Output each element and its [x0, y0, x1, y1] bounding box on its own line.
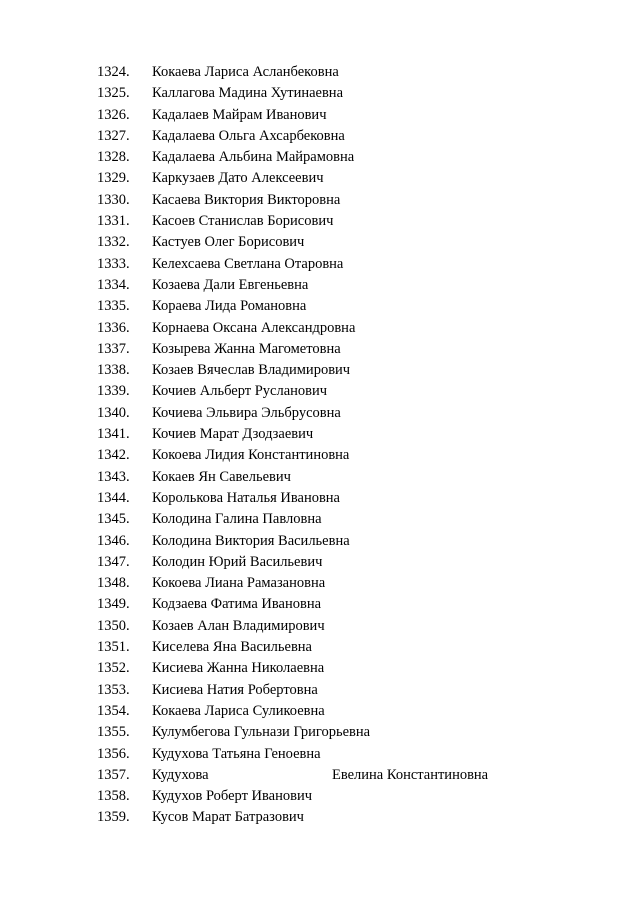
- entry-number: 1326.: [97, 106, 130, 123]
- entry-name: [152, 126, 345, 147]
- entry-number: 1356.: [97, 745, 130, 762]
- entry-name-text: Кадалаева Альбина Майрамовна: [152, 149, 355, 166]
- entry-number: 1329.: [97, 170, 130, 187]
- entry-number: 1357.: [97, 766, 130, 783]
- entry-name: [152, 381, 327, 402]
- entry-name-text: Каллагова Мадина Хутинаевна: [152, 85, 344, 102]
- entry-name: [152, 445, 349, 466]
- entry-number: 1355.: [97, 724, 130, 741]
- entry-name-text: Кулумбегова Гульнази Григорьевна: [152, 724, 371, 741]
- entry-name: [152, 147, 354, 168]
- entry-name-text: Кочиева Эльвира Эльбрусовна: [152, 404, 341, 421]
- entry-name: [152, 168, 324, 189]
- entry-name-text: Кастуев Олег Борисович: [152, 234, 305, 251]
- entry-number: 1345.: [97, 511, 130, 528]
- entry-name-tail: Евелина Константиновна: [332, 766, 489, 783]
- entry-name: [152, 232, 304, 253]
- entry-name-text: Каркузаев Дато Алексеевич: [152, 170, 324, 187]
- entry-name-text: Козаева Дали Евгеньевна: [152, 276, 309, 293]
- entry-name: [152, 424, 313, 445]
- entry-name-text: Козаев Вячеслав Владимирович: [152, 362, 351, 379]
- entry-number: 1352.: [97, 660, 130, 677]
- entry-number: 1342.: [97, 447, 130, 464]
- entry-number: 1330.: [97, 191, 130, 208]
- entry-name: [152, 275, 308, 296]
- entry-name: [152, 254, 343, 275]
- entry-name-text: Кокаев Ян Савельевич: [152, 468, 291, 485]
- entry-name-text: Колодина Галина Павловна: [152, 511, 322, 528]
- entry-name-text: Кораева Лида Романовна: [152, 298, 307, 315]
- entry-number: 1346.: [97, 532, 130, 549]
- entry-name: [152, 296, 306, 317]
- entry-number: 1347.: [97, 553, 130, 570]
- entry-number: 1332.: [97, 234, 130, 251]
- entry-number: 1343.: [97, 468, 130, 485]
- entry-name-text: Киселева Яна Васильевна: [152, 639, 312, 656]
- entry-name-text: Кудухова Татьяна Геноевна: [152, 745, 321, 762]
- entry-number: 1344.: [97, 489, 130, 506]
- entry-name: [152, 488, 340, 509]
- entry-name-text: Кочиев Альберт Русланович: [152, 383, 328, 400]
- entry-name: [152, 360, 350, 381]
- entry-name-text: Корнаева Оксана Александровна: [152, 319, 356, 336]
- entry-name-text: Королькова Наталья Ивановна: [152, 489, 340, 506]
- entry-number: 1333.: [97, 255, 130, 272]
- entry-number: 1348.: [97, 575, 130, 592]
- entry-number: 1359.: [97, 809, 130, 826]
- entry-name: [152, 83, 343, 104]
- entry-number: 1351.: [97, 639, 130, 656]
- entry-name: [152, 744, 321, 765]
- entry-name-text: Кисиева Жанна Николаевна: [152, 660, 325, 677]
- entry-name: [152, 807, 304, 828]
- entry-number: 1328.: [97, 149, 130, 166]
- entry-number: 1341.: [97, 426, 130, 443]
- entry-name-text: Кисиева Натия Робертовна: [152, 681, 318, 698]
- entry-number: 1339.: [97, 383, 130, 400]
- entry-number: 1338.: [97, 362, 130, 379]
- entry-name-text: Кудухов Роберт Иванович: [152, 788, 313, 805]
- entry-name-text: Кодзаева Фатима Ивановна: [152, 596, 322, 613]
- entry-name-text: Козаев Алан Владимирович: [152, 617, 325, 634]
- entry-number: 1334.: [97, 276, 130, 293]
- entry-name-text: Кусов Марат Батразович: [152, 809, 304, 826]
- entry-number: 1324.: [97, 64, 130, 80]
- entry-name: [152, 765, 489, 786]
- entry-number: 1354.: [97, 702, 130, 719]
- entry-name: [152, 318, 355, 339]
- entry-name: [152, 105, 326, 126]
- entry-name: [152, 467, 291, 488]
- entry-number: 1340.: [97, 404, 130, 421]
- entry-number: 1349.: [97, 596, 130, 613]
- entry-name: [152, 339, 341, 360]
- entry-name-text: Касаева Виктория Викторовна: [152, 191, 341, 208]
- entry-number: 1331.: [97, 213, 130, 230]
- entry-name: [152, 786, 312, 807]
- entry-number: 1353.: [97, 681, 130, 698]
- entry-name-text: Кокоева Лиана Рамазановна: [152, 575, 326, 592]
- entry-name: [152, 616, 325, 637]
- entry-name: [152, 573, 325, 594]
- entry-name: [152, 637, 312, 658]
- entry-name-text: Келехсаева Светлана Отаровна: [152, 255, 344, 272]
- entry-name: [152, 594, 321, 615]
- entry-name-text: Кочиев Марат Дзодзаевич: [152, 426, 314, 443]
- entry-name-text: Козырева Жанна Магометовна: [152, 340, 341, 357]
- entry-number: 1336.: [97, 319, 130, 336]
- entry-name-text: Кокаева Лариса Суликоевна: [152, 702, 325, 719]
- entry-name: [152, 62, 339, 83]
- entry-name: [152, 403, 341, 424]
- entry-name-text: Колодина Виктория Васильевна: [152, 532, 350, 549]
- entry-number: 1327.: [97, 127, 130, 144]
- entry-number: 1335.: [97, 298, 130, 315]
- entry-name-text: Кадалаев Майрам Иванович: [152, 106, 327, 123]
- entry-name-text: Касоев Станислав Борисович: [152, 213, 334, 230]
- entry-name: [152, 680, 318, 701]
- entry-number: 1325.: [97, 85, 130, 102]
- entry-name-text: Кудухова: [152, 766, 209, 783]
- entry-name-text: Колодин Юрий Васильевич: [152, 553, 323, 570]
- entry-number: 1350.: [97, 617, 130, 634]
- entry-number: 1337.: [97, 340, 130, 357]
- entry-name: [152, 531, 350, 552]
- entry-name-text: Кадалаева Ольга Ахсарбековна: [152, 127, 345, 144]
- entry-name: [152, 552, 322, 573]
- entry-name-text: Кокоева Лидия Константиновна: [152, 447, 350, 464]
- entry-name: [152, 701, 325, 722]
- entry-number: 1358.: [97, 788, 130, 805]
- entry-name: [152, 658, 324, 679]
- entry-name: [152, 722, 370, 743]
- entry-name: [152, 211, 333, 232]
- entry-name: [152, 190, 340, 211]
- entry-name-text: Кокаева Лариса Асланбековна: [152, 64, 339, 80]
- entry-name: [152, 509, 322, 530]
